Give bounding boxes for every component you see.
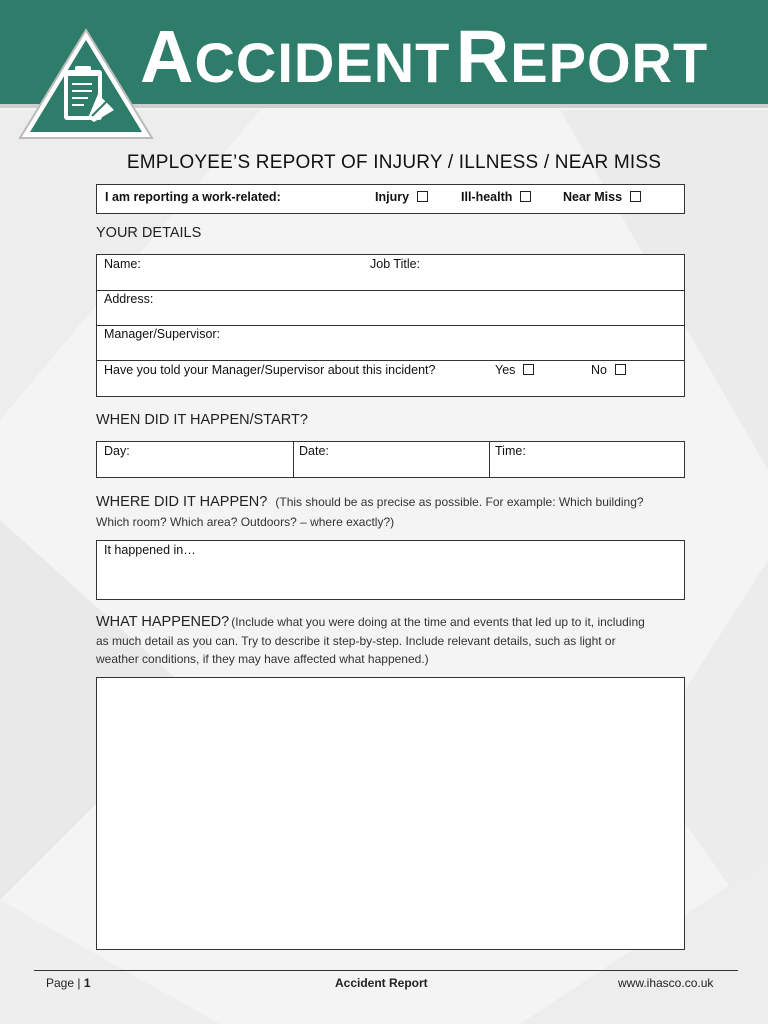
your-details-box xyxy=(96,254,685,397)
page-number: 1 xyxy=(83,976,91,990)
name-field[interactable]: Name: xyxy=(104,257,141,271)
reporting-type-box xyxy=(96,184,685,214)
time-field[interactable]: Time: xyxy=(495,444,526,458)
what-note-line1: (Include what you were doing at the time and events that led up to it, including xyxy=(231,615,645,629)
injury-checkbox[interactable] xyxy=(417,191,428,202)
when-box xyxy=(96,441,685,478)
told-no-option: No xyxy=(591,363,626,377)
what-note-line2: as much detail as you can. Try to describe it step-by-step. Include relevant details, such as light or xyxy=(96,634,616,648)
what-heading: WHAT HAPPENED? (Include what you were doing at the time and events that led up to it, including xyxy=(96,614,645,630)
page-title: ACCIDENT REPORT xyxy=(140,15,709,98)
near-miss-checkbox[interactable] xyxy=(630,191,641,202)
details-row-divider xyxy=(97,290,684,291)
told-yes-checkbox[interactable] xyxy=(523,364,534,375)
footer-title: Accident Report xyxy=(335,976,428,990)
near-miss-option: Near Miss xyxy=(563,190,641,204)
clipboard-pen-icon xyxy=(14,26,158,144)
what-happened-field[interactable] xyxy=(96,677,685,950)
footer-website[interactable]: www.ihasco.co.uk xyxy=(618,976,714,990)
when-heading: WHEN DID IT HAPPEN/START? xyxy=(96,412,308,428)
where-heading: WHERE DID IT HAPPEN? (This should be as precise as possible. For example: Which building? xyxy=(96,494,644,510)
where-field[interactable] xyxy=(96,540,685,600)
told-yes-option: Yes xyxy=(495,363,534,377)
footer-divider xyxy=(34,970,738,971)
when-divider xyxy=(489,442,490,477)
ill-health-checkbox[interactable] xyxy=(520,191,531,202)
reporting-label: I am reporting a work-related: xyxy=(105,190,281,204)
address-field[interactable]: Address: xyxy=(104,292,154,306)
day-field[interactable]: Day: xyxy=(104,444,130,458)
where-note-line2: Which room? Which area? Outdoors? – where exactly?) xyxy=(96,515,395,529)
manager-field[interactable]: Manager/Supervisor: xyxy=(104,327,221,341)
ill-health-option: Ill-health xyxy=(461,190,531,204)
where-note-line1: (This should be as precise as possible. For example: Which building? xyxy=(275,495,644,509)
injury-option: Injury xyxy=(375,190,428,204)
form-heading: EMPLOYEE’S REPORT OF INJURY / ILLNESS / NEAR MISS xyxy=(126,152,662,173)
footer-page: Page | 1 xyxy=(46,976,91,990)
where-field-placeholder: It happened in… xyxy=(104,543,196,557)
date-field[interactable]: Date: xyxy=(299,444,329,458)
what-note-line3: weather conditions, if they may have affected what happened.) xyxy=(96,652,429,666)
told-no-checkbox[interactable] xyxy=(615,364,626,375)
your-details-heading: YOUR DETAILS xyxy=(96,225,202,241)
when-divider xyxy=(293,442,294,477)
details-row-divider xyxy=(97,325,684,326)
job-title-field[interactable]: Job Title: xyxy=(370,257,421,271)
details-row-divider xyxy=(97,360,684,361)
told-manager-question: Have you told your Manager/Supervisor about this incident? xyxy=(104,363,436,377)
